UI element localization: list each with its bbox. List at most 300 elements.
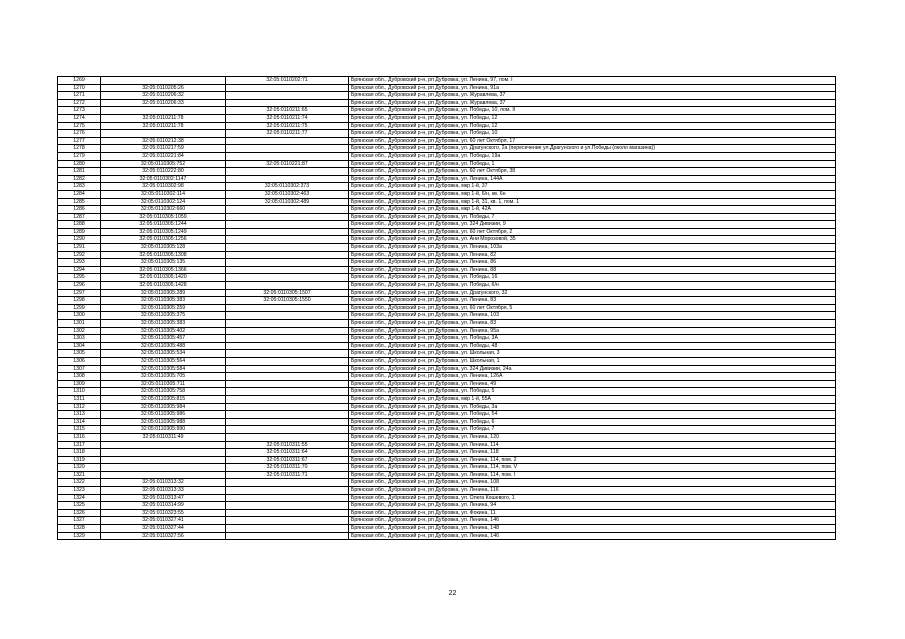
land-cadastral-number-cell: 32:05:0110323:55 [101,509,226,517]
building-cadastral-number-cell [226,168,349,176]
table-row [58,357,836,365]
land-cadastral-number-cell: 32:05:0110221:84 [101,152,226,160]
table-row [58,168,836,176]
building-cadastral-number-cell [226,502,349,510]
table-row [58,517,836,525]
property-register-table [57,76,836,540]
building-cadastral-number-cell: 32:05:0110311:71 [226,471,349,479]
row-number-cell: 1328 [58,525,101,533]
land-cadastral-number-cell: 32:05:0110205:26 [101,84,226,92]
land-cadastral-number-cell: 32:05:0110302:114 [101,190,226,198]
address-cell: Брянская обл., Дубровский р-н, рп Дубровка, ул. Журавлева, 37 [349,92,836,100]
table-row [58,206,836,214]
land-cadastral-number-cell: 32:05:0110305:1308 [101,251,226,259]
row-number-cell: 1321 [58,471,101,479]
table-row [58,297,836,305]
land-cadastral-number-cell: 32:05:0110206:32 [101,92,226,100]
building-cadastral-number-cell [226,426,349,434]
building-cadastral-number-cell [226,274,349,282]
address-cell: Брянская обл., Дубровский р-н, рп Дубровка, мкр 1-й, 6/н, кв. 6н [349,190,836,198]
table-row [58,487,836,495]
land-cadastral-number-cell [101,464,226,472]
building-cadastral-number-cell [226,494,349,502]
land-cadastral-number-cell: 32:05:0110327:56 [101,532,226,540]
table-row [58,259,836,267]
address-cell: Брянская обл., Дубровский р-н, рп Дубровка, ул. Победы, 3А [349,335,836,343]
building-cadastral-number-cell [226,532,349,540]
address-cell: Брянская обл., Дубровский р-н, рп Дубровка, ул. Победы, 6/н [349,282,836,290]
row-number-cell: 1317 [58,441,101,449]
table-row [58,77,836,85]
table-row [58,183,836,191]
building-cadastral-number-cell [226,259,349,267]
address-cell: Брянская обл., Дубровский р-н, рп Дубровка, ул. Ленина, 126А [349,373,836,381]
row-number-cell: 1325 [58,502,101,510]
building-cadastral-number-cell: 32:05:0110311:64 [226,449,349,457]
table-row [58,327,836,335]
address-cell: Брянская обл., Дубровский р-н, рп Дубровка, мкр 1-й, 55А [349,395,836,403]
row-number-cell: 1296 [58,282,101,290]
land-cadastral-number-cell: 32:05:0110217:59 [101,145,226,153]
address-cell: Брянская обл., Дубровский р-н, рп Дубровка, ул. Ленина, 108 [349,479,836,487]
address-cell: Брянская обл., Дубровский р-н, рп Дубровка, ул. 60 лет Октября, 2 [349,228,836,236]
row-number-cell: 1297 [58,289,101,297]
land-cadastral-number-cell: 32:05:0110313:33 [101,487,226,495]
row-number-cell: 1271 [58,92,101,100]
building-cadastral-number-cell [226,335,349,343]
row-number-cell: 1281 [58,168,101,176]
address-cell: Брянская обл., Дубровский р-н, рп Дубровка, ул. Ленина, 146 [349,517,836,525]
table-row [58,221,836,229]
row-number-cell: 1316 [58,433,101,441]
address-cell: Брянская обл., Дубровский р-н, рп Дубровка, ул. Победы, 10, пом. II [349,107,836,115]
building-cadastral-number-cell [226,411,349,419]
row-number-cell: 1301 [58,320,101,328]
land-cadastral-number-cell: 32:05:0110305:705 [101,373,226,381]
land-cadastral-number-cell: 32:05:0110305:383 [101,297,226,305]
table-row [58,274,836,282]
row-number-cell: 1320 [58,464,101,472]
address-cell: Брянская обл., Дубровский р-н, рп Дубровка, ул. Ленина, 91а [349,84,836,92]
row-number-cell: 1326 [58,509,101,517]
row-number-cell: 1308 [58,373,101,381]
land-cadastral-number-cell: 32:05:0110302:1147 [101,175,226,183]
land-cadastral-number-cell: 32:05:0110311:49 [101,433,226,441]
row-number-cell: 1280 [58,160,101,168]
table-row [58,190,836,198]
table-row [58,312,836,320]
land-cadastral-number-cell [101,107,226,115]
building-cadastral-number-cell [226,395,349,403]
land-cadastral-number-cell: 32:05:0110305:488 [101,342,226,350]
table-row [58,388,836,396]
table-row [58,509,836,517]
address-cell: Брянская обл., Дубровский р-н, рп Дубровка, ул. Ленина, 83 [349,297,836,305]
land-cadastral-number-cell [101,449,226,457]
row-number-cell: 1284 [58,190,101,198]
table-row [58,304,836,312]
table-row [58,175,836,183]
address-cell: Брянская обл., Дубровский р-н, рп Дубровка, мкр 1-й, 31, кв. 1, пом. 1 [349,198,836,206]
row-number-cell: 1298 [58,297,101,305]
row-number-cell: 1329 [58,532,101,540]
address-cell: Брянская обл., Дубровский р-н, рп Дубровка, ул. Фокина, 11 [349,509,836,517]
land-cadastral-number-cell: 32:05:0110305:1244 [101,221,226,229]
table-row [58,433,836,441]
land-cadastral-number-cell: 32:05:0110305:984 [101,403,226,411]
row-number-cell: 1288 [58,221,101,229]
address-cell: Брянская обл., Дубровский р-н, рп Дубровка, ул. Ленина, 120 [349,433,836,441]
row-number-cell: 1291 [58,244,101,252]
address-cell: Брянская обл., Дубровский р-н, рп Дубровка, ул. Ленина, 95а [349,327,836,335]
table-row [58,464,836,472]
row-number-cell: 1309 [58,380,101,388]
land-cadastral-number-cell: 32:05:0110314:99 [101,502,226,510]
table-row [58,350,836,358]
table-row [58,335,836,343]
land-cadastral-number-cell [101,130,226,138]
row-number-cell: 1307 [58,365,101,373]
building-cadastral-number-cell [226,388,349,396]
row-number-cell: 1276 [58,130,101,138]
table-row [58,228,836,236]
table-row [58,266,836,274]
land-cadastral-number-cell: 32:05:0110305:988 [101,418,226,426]
table-row [58,426,836,434]
row-number-cell: 1311 [58,395,101,403]
land-cadastral-number-cell: 32:05:0110302:124 [101,198,226,206]
building-cadastral-number-cell: 32:05:0110305:1550 [226,297,349,305]
building-cadastral-number-cell: 32:05:0110211:75 [226,122,349,130]
land-cadastral-number-cell: 32:05:0110211:78 [101,122,226,130]
row-number-cell: 1285 [58,198,101,206]
address-cell: Брянская обл., Дубровский р-н, рп Дубровка, ул. Ленина, 97, пом. I [349,77,836,85]
building-cadastral-number-cell [226,84,349,92]
land-cadastral-number-cell: 32:05:0110305:758 [101,388,226,396]
land-cadastral-number-cell [101,77,226,85]
land-cadastral-number-cell: 32:05:0110327:44 [101,525,226,533]
address-cell: Брянская обл., Дубровский р-н, рп Дубровка, ул. Победы, 3а [349,403,836,411]
address-cell: Брянская обл., Дубровский р-н, рп Дубровка, мкр 1-й, 37 [349,183,836,191]
building-cadastral-number-cell [226,304,349,312]
building-cadastral-number-cell [226,479,349,487]
table-row [58,198,836,206]
row-number-cell: 1277 [58,137,101,145]
table-row [58,107,836,115]
address-cell: Брянская обл., Дубровский р-н, рп Дубровка, ул. Ленина, 83 [349,320,836,328]
address-cell: Брянская обл., Дубровский р-н, рп Дубровка, ул. Ленина, 114 [349,441,836,449]
table-row [58,137,836,145]
land-cadastral-number-cell: 32:05:0110305:564 [101,357,226,365]
building-cadastral-number-cell [226,221,349,229]
building-cadastral-number-cell [226,365,349,373]
row-number-cell: 1270 [58,84,101,92]
land-cadastral-number-cell: 32:05:0110305:990 [101,426,226,434]
table-row [58,479,836,487]
building-cadastral-number-cell: 32:05:0110305:1507 [226,289,349,297]
table-row [58,92,836,100]
address-cell: Брянская обл., Дубровский р-н, рп Дубровка, ул. Ленина, 114, пом. 2 [349,456,836,464]
land-cadastral-number-cell: 32:05:0110305:1059 [101,213,226,221]
table-row [58,145,836,153]
building-cadastral-number-cell [226,487,349,495]
address-cell: Брянская обл., Дубровский р-н, рп Дубровка, ул. Школьная, 3 [349,350,836,358]
row-number-cell: 1287 [58,213,101,221]
building-cadastral-number-cell: 32:05:0110302:373 [226,183,349,191]
address-cell: Брянская обл., Дубровский р-н, рп Дубровка, ул. Ленина, 144А [349,175,836,183]
land-cadastral-number-cell: 32:05:0110305:402 [101,327,226,335]
address-cell: Брянская обл., Дубровский р-н, рп Дубровка, ул. Ленина, 148 [349,525,836,533]
row-number-cell: 1322 [58,479,101,487]
building-cadastral-number-cell [226,380,349,388]
land-cadastral-number-cell: 32:05:0110222:80 [101,168,226,176]
table-row [58,114,836,122]
table-row [58,99,836,107]
building-cadastral-number-cell: 32:05:0110211:74 [226,114,349,122]
building-cadastral-number-cell [226,251,349,259]
address-cell: Брянская обл., Дубровский р-н, рп Дубровка, ул. Ленина, 103а [349,244,836,252]
table-row [58,282,836,290]
address-cell: Брянская обл., Дубровский р-н, рп Дубровка, ул. Школьная, 1 [349,357,836,365]
row-number-cell: 1314 [58,418,101,426]
address-cell: Брянская обл., Дубровский р-н, рп Дубровка, ул. 60 лет Октября, 38 [349,168,836,176]
land-cadastral-number-cell: 32:05:0110313:32 [101,479,226,487]
row-number-cell: 1299 [58,304,101,312]
table-row [58,122,836,130]
table-row [58,494,836,502]
row-number-cell: 1286 [58,206,101,214]
building-cadastral-number-cell [226,213,349,221]
building-cadastral-number-cell: 32:05:0110211:77 [226,130,349,138]
building-cadastral-number-cell [226,266,349,274]
land-cadastral-number-cell: 32:05:0110302:660 [101,206,226,214]
land-cadastral-number-cell: 32:05:0110302:98 [101,183,226,191]
row-number-cell: 1319 [58,456,101,464]
building-cadastral-number-cell [226,373,349,381]
address-cell: Брянская обл., Дубровский р-н, рп Дубровка, ул. Ленина, 94 [349,502,836,510]
table-row [58,380,836,388]
building-cadastral-number-cell: 32:05:0110302:463 [226,190,349,198]
building-cadastral-number-cell: 32:05:0110221:87 [226,160,349,168]
table-row [58,213,836,221]
building-cadastral-number-cell [226,403,349,411]
row-number-cell: 1273 [58,107,101,115]
land-cadastral-number-cell: 32:05:0110305:711 [101,380,226,388]
land-cadastral-number-cell: 32:05:0110305:1366 [101,266,226,274]
row-number-cell: 1283 [58,183,101,191]
address-cell: Брянская обл., Дубровский р-н, рп Дубровка, ул. Ленина, 114, пом. V [349,464,836,472]
row-number-cell: 1272 [58,99,101,107]
table-row [58,130,836,138]
address-cell: Брянская обл., Дубровский р-н, рп Дубровка, ул. Ленина, 116 [349,487,836,495]
land-cadastral-number-cell: 32:05:0110305:128 [101,244,226,252]
table-row [58,373,836,381]
table-row [58,289,836,297]
land-cadastral-number-cell: 32:05:0110313:47 [101,494,226,502]
address-cell: Брянская обл., Дубровский р-н, рп Дубровка, ул. Победы, 10 [349,130,836,138]
row-number-cell: 1304 [58,342,101,350]
address-cell: Брянская обл., Дубровский р-н, рп Дубровка, ул. Победы, 7 [349,426,836,434]
building-cadastral-number-cell [226,525,349,533]
address-cell: Брянская обл., Дубровский р-н, рп Дубровка, ул. Победы, 7 [349,213,836,221]
table-row [58,152,836,160]
building-cadastral-number-cell: 32:05:0110302:489 [226,198,349,206]
building-cadastral-number-cell [226,137,349,145]
building-cadastral-number-cell: 32:05:0110202:71 [226,77,349,85]
building-cadastral-number-cell [226,206,349,214]
land-cadastral-number-cell: 32:05:0110305:584 [101,365,226,373]
address-cell: Брянская обл., Дубровский р-н, рп Дубровка, ул. 60 лет Октября, 17 [349,137,836,145]
address-cell: Брянская обл., Дубровский р-н, рп Дубровка, ул. Победы, 12 [349,122,836,130]
table-row [58,449,836,457]
building-cadastral-number-cell [226,342,349,350]
row-number-cell: 1289 [58,228,101,236]
land-cadastral-number-cell: 32:05:0110305:815 [101,395,226,403]
row-number-cell: 1310 [58,388,101,396]
table-row [58,84,836,92]
address-cell: Брянская обл., Дубровский р-н, рп Дубровка, ул. Журавлева, 37 [349,99,836,107]
land-cadastral-number-cell: 32:05:0110305:1256 [101,236,226,244]
land-cadastral-number-cell: 32:05:0110305:457 [101,335,226,343]
row-number-cell: 1303 [58,335,101,343]
row-number-cell: 1279 [58,152,101,160]
row-number-cell: 1312 [58,403,101,411]
building-cadastral-number-cell [226,228,349,236]
land-cadastral-number-cell: 32:05:0110305:1428 [101,282,226,290]
building-cadastral-number-cell [226,145,349,153]
building-cadastral-number-cell [226,236,349,244]
address-cell: Брянская обл., Дубровский р-н, рп Дубровка, ул. Драгунского, 32 [349,289,836,297]
building-cadastral-number-cell [226,517,349,525]
building-cadastral-number-cell [226,418,349,426]
land-cadastral-number-cell: 32:05:0110305:135 [101,259,226,267]
building-cadastral-number-cell [226,152,349,160]
building-cadastral-number-cell [226,312,349,320]
address-cell: Брянская обл., Дубровский р-н, рп Дубровка, ул. Победы, 12 [349,114,836,122]
address-cell: Брянская обл., Дубровский р-н, рп Дубровка, ул. 60 лет Октября, 5 [349,304,836,312]
row-number-cell: 1306 [58,357,101,365]
address-cell: Брянская обл., Дубровский р-н, рп Дубровка, ул. Победы, 1 [349,160,836,168]
table-row [58,456,836,464]
building-cadastral-number-cell: 32:05:0110311:55 [226,441,349,449]
address-cell: Брянская обл., Дубровский р-н, рп Дубровка, ул. Ленина, 103 [349,312,836,320]
land-cadastral-number-cell: 32:05:0110305:383 [101,320,226,328]
table-row [58,365,836,373]
land-cadastral-number-cell: 32:05:0110305:986 [101,411,226,419]
address-cell: Брянская обл., Дубровский р-н, рп Дубровка, ул. Победы, 6 [349,418,836,426]
building-cadastral-number-cell: 32:05:0110311:70 [226,464,349,472]
row-number-cell: 1300 [58,312,101,320]
building-cadastral-number-cell [226,244,349,252]
table-row [58,342,836,350]
land-cadastral-number-cell: 32:05:0110305:534 [101,350,226,358]
address-cell: Брянская обл., Дубровский р-н, рп Дубровка, ул. Ани Морозовой, 35 [349,236,836,244]
address-cell: Брянская обл., Дубровский р-н, рп Дубровка, ул. Победы, 16 [349,274,836,282]
address-cell: Брянская обл., Дубровский р-н, рп Дубровка, ул. Ленина, 114, пом. I [349,471,836,479]
building-cadastral-number-cell [226,175,349,183]
building-cadastral-number-cell [226,433,349,441]
building-cadastral-number-cell: 32:05:0110211:65 [226,107,349,115]
land-cadastral-number-cell: 32:05:0110305:1420 [101,274,226,282]
table-row [58,160,836,168]
land-cadastral-number-cell [101,441,226,449]
land-cadastral-number-cell: 32:05:0110206:33 [101,99,226,107]
address-cell: Брянская обл., Дубровский р-н, рп Дубровка, ул. Ленина, 118 [349,449,836,457]
table-row [58,532,836,540]
address-cell: Брянская обл., Дубровский р-н, рп Дубровка, ул. Победы, 48 [349,342,836,350]
table-row [58,403,836,411]
address-cell: Брянская обл., Дубровский р-н, рп Дубровка, ул. Ленина, 82 [349,251,836,259]
address-cell: Брянская обл., Дубровский р-н, рп Дубровка, ул. Олега Кошевого, 1 [349,494,836,502]
address-cell: Брянская обл., Дубровский р-н, рп Дубровка, ул. 324 Дивизии, 9 [349,221,836,229]
row-number-cell: 1313 [58,411,101,419]
building-cadastral-number-cell [226,99,349,107]
row-number-cell: 1275 [58,122,101,130]
address-cell: Брянская обл., Дубровский р-н, рп Дубровка, ул. Ленина, 86 [349,259,836,267]
address-cell: Брянская обл., Дубровский р-н, рп Дубровка, ул. Драгунского, 2а (пересечение ул.Драгунского и ул.Победы (около магазина)) [349,145,836,153]
building-cadastral-number-cell [226,357,349,365]
building-cadastral-number-cell [226,282,349,290]
land-cadastral-number-cell: 32:05:0110305:289 [101,289,226,297]
building-cadastral-number-cell [226,350,349,358]
table-row [58,471,836,479]
row-number-cell: 1295 [58,274,101,282]
address-cell: Брянская обл., Дубровский р-н, рп Дубровка, ул. Победы, 5 [349,388,836,396]
table-row [58,502,836,510]
row-number-cell: 1302 [58,327,101,335]
table-row [58,441,836,449]
row-number-cell: 1282 [58,175,101,183]
address-cell: Брянская обл., Дубровский р-н, рп Дубровка, ул. 324 Дивизии, 24а [349,365,836,373]
table-row [58,395,836,403]
row-number-cell: 1290 [58,236,101,244]
table-row [58,418,836,426]
land-cadastral-number-cell: 32:05:0110327:41 [101,517,226,525]
table-row [58,525,836,533]
row-number-cell: 1269 [58,77,101,85]
address-cell: Брянская обл., Дубровский р-н, рп Дубровка, ул. Ленина, 88 [349,266,836,274]
row-number-cell: 1324 [58,494,101,502]
row-number-cell: 1318 [58,449,101,457]
row-number-cell: 1293 [58,259,101,267]
row-number-cell: 1327 [58,517,101,525]
building-cadastral-number-cell [226,320,349,328]
address-cell: Брянская обл., Дубровский р-н, рп Дубровка, ул. Победы, 54 [349,411,836,419]
building-cadastral-number-cell [226,509,349,517]
register-table-body [58,77,836,540]
row-number-cell: 1292 [58,251,101,259]
building-cadastral-number-cell [226,327,349,335]
building-cadastral-number-cell [226,92,349,100]
address-cell: Брянская обл., Дубровский р-н, рп Дубровка, мкр 1-й, 42А [349,206,836,214]
land-cadastral-number-cell: 32:05:0110305:375 [101,312,226,320]
land-cadastral-number-cell: 32:05:0110305:259 [101,304,226,312]
page-number: 22 [448,590,457,597]
row-number-cell: 1323 [58,487,101,495]
land-cadastral-number-cell: 32:05:0110211:78 [101,114,226,122]
land-cadastral-number-cell: 32:05:0110305:1249 [101,228,226,236]
row-number-cell: 1315 [58,426,101,434]
row-number-cell: 1274 [58,114,101,122]
land-cadastral-number-cell [101,456,226,464]
land-cadastral-number-cell: 32:05:0110305:752 [101,160,226,168]
row-number-cell: 1305 [58,350,101,358]
building-cadastral-number-cell: 32:05:0110311:67 [226,456,349,464]
address-cell: Брянская обл., Дубровский р-н, рп Дубровка, ул. Ленина, 146 [349,532,836,540]
row-number-cell: 1294 [58,266,101,274]
table-row [58,411,836,419]
table-row [58,236,836,244]
